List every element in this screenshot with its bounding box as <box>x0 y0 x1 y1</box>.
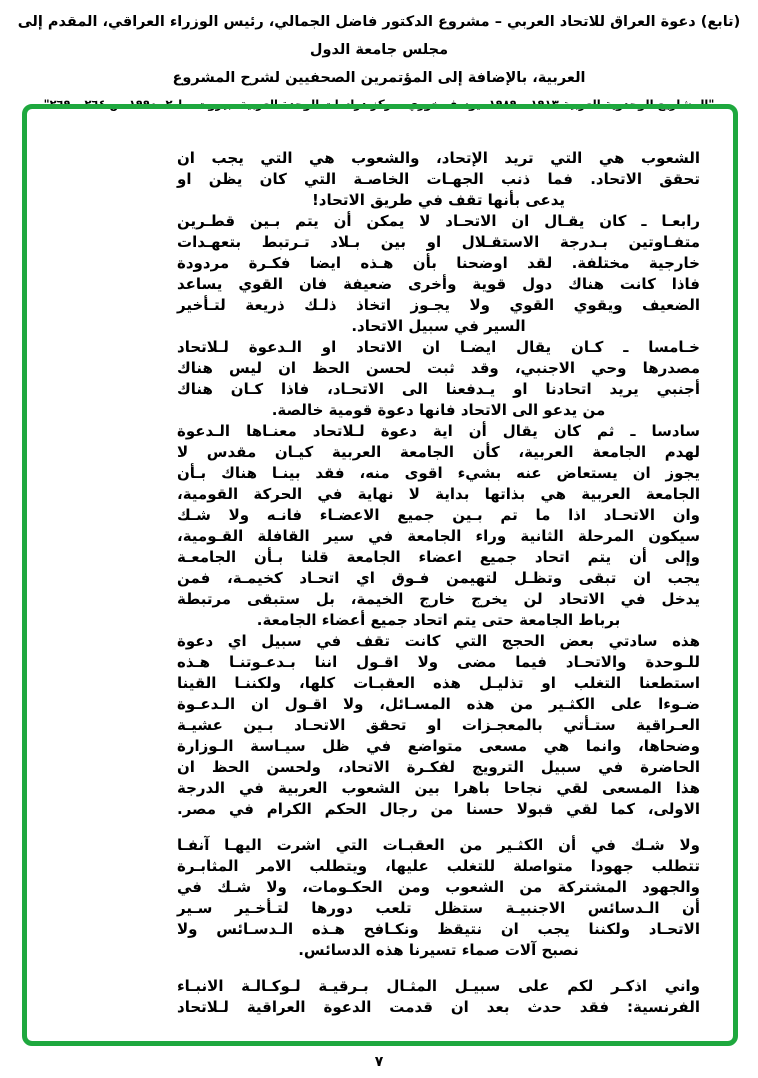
text-line: يدخل في الاتحاد لن يخرج خارج الخيمة، بل ستبقى مرتبطة <box>177 590 700 608</box>
text-line: وإلى أن يتم اتحاد جميع اعضاء الجامعة قلنا بـأن الجامعـة <box>177 548 700 566</box>
text-line: وان الاتحـاد اذا ما تم بـين جميع الاعضـاء فانـه ولا شـك <box>177 506 700 524</box>
text-line: هذه سادتي بعض الحجج التي كانت تقف في سبيل اي دعوة <box>177 632 700 650</box>
text-line: رابعـا ـ كان يقـال ان الاتحـاد لا يمكن أن يتم بـين قطـرين <box>177 212 700 230</box>
text-line: الاتحـاد ولكننا يجب ان نتيقظ ونكـافح هـذه الـدسـائس ولا <box>177 920 700 938</box>
text-line: والجهود المشتركة من الشعوب ومن الحكـومات، ولا شـك في <box>177 878 700 896</box>
document-header <box>0 8 758 116</box>
text-line: استطعنا التغلب او تذليـل هذه العقبـات كلها، ولكننـا القينا <box>177 674 700 692</box>
text-line: فاذا كانت هناك دول قوية وأخرى ضعيفة فان القوي يساعد <box>177 275 700 293</box>
text-line: لهدم الجامعة العربية، كأن الجامعة العربية كيـان مقدس لا <box>177 443 700 461</box>
text-line: الشعوب هي التي تريد الإتحاد، والشعوب هي التي يجب ان <box>177 149 700 167</box>
text-line: مصدرها وحي الاجنبي، وقد ثبت لحسن الحظ ان ليس هناك <box>177 359 700 377</box>
text-line: يدعى بأنها تقف في طريق الاتحاد! <box>311 191 566 209</box>
text-line: متفـاوتين بـدرجة الاستقـلال او بين بـلاد تـرتبط بتعهـدات <box>177 233 700 251</box>
text-line: الضعيف ويقوي القوي ولا يجـوز اتخاذ ذلـك ذريعة لتـأخير <box>177 296 700 314</box>
text-line: من يدعو الى الاتحاد فانها دعوة قومية خالصة. <box>271 401 606 419</box>
document-body <box>177 148 700 1018</box>
text-line: نصبح آلات صماء تسيرنا هذه الدسائس. <box>298 941 579 959</box>
text-line: سادسا ـ ثم كان يقال أن اية دعوة لـلاتحاد معنـاها الـدعوة <box>177 422 700 440</box>
text-line: الجامعة العربية هي بذاتها بداية لا نهاية في الحركة القومية، <box>177 485 700 503</box>
text-line: هذا المسعى لقي نجاحا باهرا بين الشعوب العربية في الدرجة <box>177 779 700 797</box>
text-line: أجنبي يريد اتحادنا او يـدفعنا الى الاتحـاد، فاذا كـان هناك <box>177 380 700 398</box>
text-line: العـراقية ستـأتي بالمعجـزات او تحقق الاتحـاد بـين عشيـة <box>177 716 700 734</box>
text-line: الفرنسية: فقد حدث بعد ان قدمت الدعوة العراقية لـلاتحاد <box>177 998 700 1016</box>
header-title-line1: (تابع) دعوة العراق للاتحاد العربي – مشروع الدكتور فاضل الجمالي، رئيس الوزراء العراقي، المقدم إلى مجلس جامعة الدول <box>17 14 741 58</box>
page-number: ٧ <box>374 1054 384 1070</box>
text-line: ضـوءا على الكثـير من هذه المسـائل، ولا اقـول ان الـدعـوة <box>177 695 700 713</box>
text-line: تحقق الاتحاد. فما ذنب الجهـات الخاصـة التي كان يظن او <box>177 170 700 188</box>
text-line: للـوحدة والاتحـاد فيما مضى ولا اقـول اننا بـدعـوتنـا هـذه <box>177 653 700 671</box>
text-line: الاولى، كما لقي قبولا حسنا من رجال الحكم الكرام في مصر. <box>177 800 700 818</box>
text-line: واني اذكـر لكم على سبيـل المثـال بـرقيـة لـوكـالـة الانبـاء <box>177 977 700 995</box>
header-title-line2: العربية، بالإضافة إلى المؤتمرين الصحفيين لشرح المشروع <box>172 70 586 86</box>
source-citation: "المشاريع الوحدوية العربية ١٩١٣ – ١٩٨٩، يوسف خوري، مركز دراسات الوحدة العربية، بيروت، ط ٢، ١٩٩٠ ص ٢٦٤ – ٢٦٩" <box>43 97 715 111</box>
text-line: سيكون المرحلة الثانية وراء الجامعة في سير القافلة القـومية، <box>177 527 700 545</box>
text-line: يجوز ان يستعاض عنه بشيء اقوى منه، فقد بينـا هناك بـأن <box>177 464 700 482</box>
text-line: برباط الجامعة حتى يتم اتحاد جميع أعضاء الجامعة. <box>256 611 621 629</box>
text-line: يجب ان تبقى وتظـل لتهيمن فـوق اي اتحـاد كخيمـة، فمن <box>177 569 700 587</box>
text-line: ولا شـك في أن الكثـير من العقبـات التي اشرت اليهـا آنفـا <box>177 836 700 854</box>
text-line: خـامسا ـ كـان يقال ايضـا ان الاتحاد او الـدعوة لـلاتحاد <box>177 338 700 356</box>
text-line: أن الـدسائس الاجنبيـة ستظل تلعب دورها لتـأخـير سـير <box>177 899 700 917</box>
text-line: السير في سبيل الاتحاد. <box>351 317 526 335</box>
text-line: وضحاها، وانما هي مسعى متواضع في ظل سيـاسة الـوزارة <box>177 737 700 755</box>
text-line: الحاضرة في سبيل الترويج لفكـرة الاتحاد، ولحسن الحظ ان <box>177 758 700 776</box>
text-line: تتطلب جهودا متواصلة للتغلب عليها، ويتطلب الامر المثابـرة <box>177 857 700 875</box>
text-line: خارجية مختلفة. لقد اوضحنا بأن هـذه ايضا فكـرة مردودة <box>177 254 700 272</box>
